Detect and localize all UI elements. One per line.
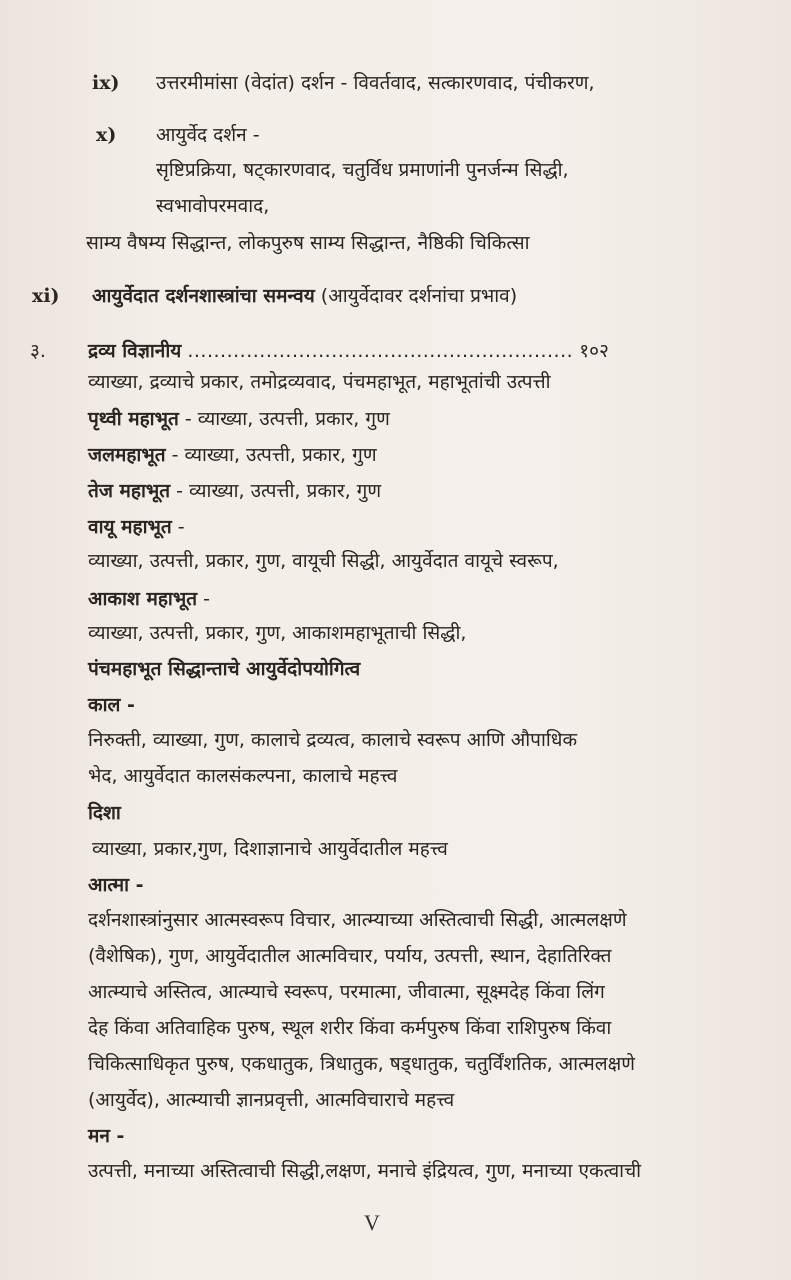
item-index-ix: ix) <box>92 72 120 94</box>
item-xi-text <box>92 283 517 309</box>
item-index-x: x) <box>96 124 117 146</box>
item-x-line2: स्वभावोपरमवाद, <box>156 195 270 217</box>
atma-text-2: (वैशेषिक), गुण, आयुर्वेदातील आत्मविचार, पर्याय, उत्पत्ती, स्थान, देहातिरिक्त <box>88 945 612 967</box>
vayu-text: व्याख्या, उत्पत्ती, प्रकार, गुण, वायूची सिद्धी, आयुर्वेदात वायूचे स्वरूप, <box>88 550 559 572</box>
atma-text-1: दर्शनशास्त्रांनुसार आत्मस्वरूप विचार, आत्म्याच्या अस्तित्वाची सिद्धी, आत्मलक्षणे <box>88 909 627 931</box>
kaal-text-1: निरुक्ती, व्याख्या, गुण, कालाचे द्रव्यत्व, कालाचे स्वरूप आणि औपाधिक <box>88 729 578 751</box>
vayu-heading: वायू महाभूत <box>88 516 172 538</box>
prithvi-line <box>88 406 390 432</box>
akash-line <box>88 586 210 612</box>
akash-text: व्याख्या, उत्पत्ती, प्रकार, गुण, आकाशमहाभूताची सिद्धी, <box>88 622 467 644</box>
atma-text-4: देह किंवा अतिवाहिक पुरुष, स्थूल शरीर किंवा कर्मपुरुष किंवा राशिपुरुष किंवा <box>88 1017 612 1039</box>
disha-heading: दिशा <box>88 802 121 824</box>
jal-text: - व्याख्या, उत्पत्ती, प्रकार, गुण <box>165 444 377 466</box>
vayu-dash: - <box>171 516 185 538</box>
kaal-text-2: भेद, आयुर्वेदात कालसंकल्पना, कालाचे महत्त्व <box>88 765 398 787</box>
tej-heading: तेज महाभूत <box>88 480 171 502</box>
item-x-line1: सृष्टिप्रक्रिया, षट्कारणवाद, चतुर्विध प्रमाणांनी पुनर्जन्म सिद्धी, <box>156 159 569 181</box>
item-x-line3: साम्य वैषम्य सिद्धान्त, लोकपुरुष साम्य सिद्धान्त, नैष्ठिकी चिकित्सा <box>86 232 530 254</box>
chapter-intro: व्याख्या, द्रव्याचे प्रकार, तमोद्रव्यवाद, पंचमहाभूत, महाभूतांची उत्पत्ती <box>88 371 551 393</box>
chapter-title: द्रव्य विज्ञानीय <box>88 340 182 362</box>
prithvi-text: - व्याख्या, उत्पत्ती, प्रकार, गुण <box>178 408 390 430</box>
chapter-index: ३. <box>30 340 46 362</box>
tej-text: - व्याख्या, उत्पत्ती, प्रकार, गुण <box>170 480 382 502</box>
man-heading: मन - <box>88 1125 125 1147</box>
item-ix-text: उत्तरमीमांसा (वेदांत) दर्शन - विवर्तवाद, सत्कारणवाद, पंचीकरण, <box>156 72 595 94</box>
panch-heading: पंचमहाभूत सिद्धान्ताचे आयुर्वेदोपयोगित्व <box>88 658 361 680</box>
tej-line <box>88 478 381 504</box>
toc-leader-dots: ........................................................... <box>187 340 574 362</box>
atma-text-6: (आयुर्वेद), आत्म्याची ज्ञानप्रवृत्ती, आत्मविचाराचे महत्त्व <box>88 1089 455 1111</box>
man-text: उत्पत्ती, मनाच्या अस्तित्वाची सिद्धी,लक्षण, मनाचे इंद्रियत्व, गुण, मनाच्या एकत्वाची <box>88 1160 642 1182</box>
chapter-page-number: १०२ <box>579 340 609 362</box>
page-number-footer: V <box>364 1210 380 1235</box>
disha-text: व्याख्या, प्रकार,गुण, दिशाज्ञानाचे आयुर्वेदातील महत्त्व <box>92 838 448 860</box>
kaal-heading: काल - <box>88 694 135 716</box>
item-xi-rest: (आयुर्वेदावर दर्शनांचा प्रभाव) <box>320 285 518 307</box>
jal-line <box>88 442 377 468</box>
chapter-title-line <box>88 338 609 364</box>
jal-heading: जलमहाभूत <box>88 444 166 466</box>
atma-text-3: आत्म्याचे अस्तित्व, आत्म्याचे स्वरूप, परमात्मा, जीवात्मा, सूक्ष्मदेह किंवा लिंग <box>88 981 605 1003</box>
vayu-line <box>88 514 185 540</box>
akash-dash: - <box>197 588 210 610</box>
prithvi-heading: पृथ्वी महाभूत <box>88 408 179 430</box>
atma-heading: आत्मा - <box>88 874 144 896</box>
item-xi-bold: आयुर्वेदात दर्शनशास्त्रांचा समन्वय <box>92 285 315 307</box>
akash-heading: आकाश महाभूत <box>88 588 198 610</box>
item-index-xi: xi) <box>32 285 60 307</box>
atma-text-5: चिकित्साधिकृत पुरुष, एकधातुक, त्रिधातुक, षड्‌धातुक, चतुर्विंशतिक, आत्मलक्षणे <box>88 1053 636 1075</box>
item-x-heading: आयुर्वेद दर्शन - <box>156 124 260 146</box>
